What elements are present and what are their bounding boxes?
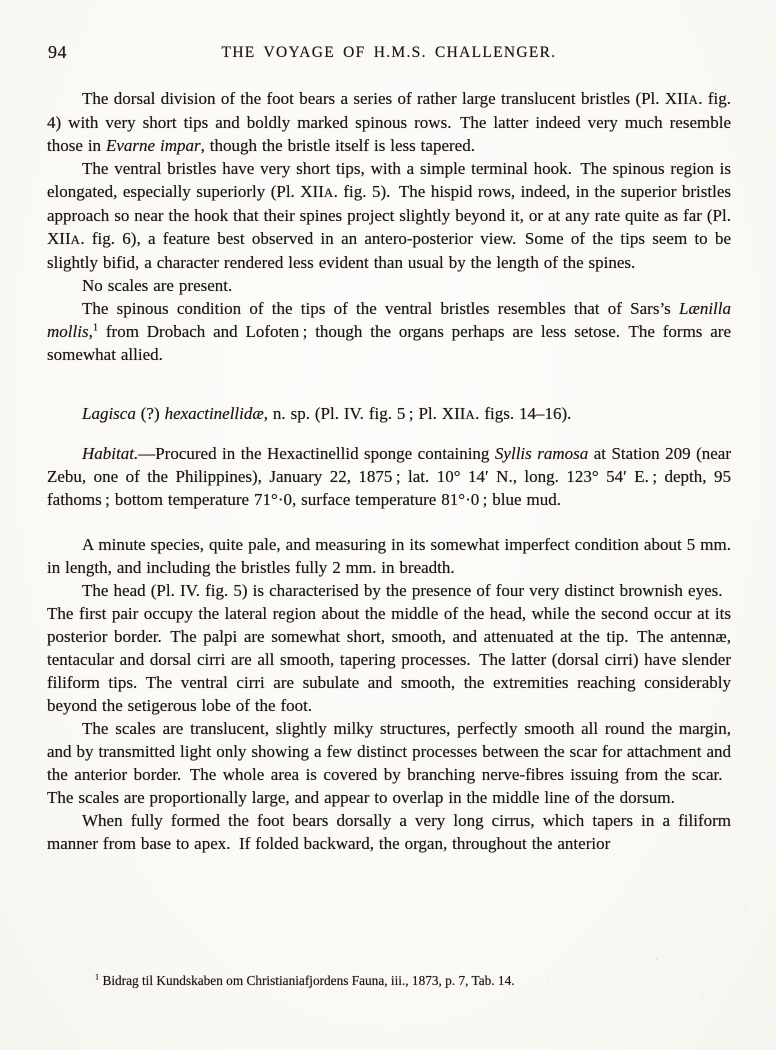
footnote (47, 972, 731, 990)
text-segment: Habitat. (82, 444, 139, 463)
running-title: THE VOYAGE OF H.M.S. CHALLENGER. (221, 44, 557, 61)
text-segment: A minute species, quite pale, and measuring in its somewhat imperfect condition about 5 mm. in length, and including the bristles fully 2 mm. in breadth. (47, 535, 731, 577)
text-segment: . fig. 5). The hispid rows, indeed, in the superior bristles approach so near the hook that their spines project slightly beyond it, or at any rate quite as far (Pl. XII (47, 182, 731, 248)
text-segment: A (70, 232, 81, 247)
page-number: 94 (48, 42, 67, 62)
text-segment: The dorsal division of the foot bears a series of rather large translucent bristles (Pl. XII (82, 89, 689, 108)
text-segment: The ventral bristles have very short tips, with a simple terminal hook. The spinous region is elongated, especially superiorly (Pl. XII (47, 159, 731, 201)
paragraph-dorsal-bristles (47, 87, 731, 157)
text-segment: No scales are present. (82, 276, 233, 295)
paragraph-foot-cirrus (47, 809, 731, 855)
paragraph-scales-description (47, 717, 731, 809)
text-block (47, 87, 731, 855)
text-segment: When fully formed the foot bears dorsally a very long cirrus, which tapers in a filiform manner from base to apex. If folded backward, the organ, throughout the anterior (47, 811, 731, 853)
paragraph-habitat (47, 442, 731, 511)
text-segment: 1 (92, 322, 99, 334)
text-segment: (?) (135, 404, 165, 423)
text-segment: , though the bristle itself is less tapered. (200, 136, 475, 155)
text-segment: A (688, 92, 699, 107)
text-segment: at Station 209 (near Zebu, one of the Philippines), January 22, 1875 ; lat. 10° 14′ N., long. 123° 54′ E. ; depth, 95 fathoms ; bottom temperature 71°·0, surface temperature 81°·0 ; blue mud. (47, 444, 732, 509)
text-segment: Lænilla mollis (47, 299, 731, 341)
text-segment: . figs. 14–16). (475, 404, 572, 423)
text-segment: A (465, 407, 476, 422)
text-segment: Bidrag til Kundskaben om Christianiafjordens Fauna, iii., 1873, p. 7, Tab. 14. (99, 973, 515, 988)
text-segment: The spinous condition of the tips of the ventral bristles resembles that of Sars’s (82, 299, 680, 318)
text-segment: hexactinellidæ (164, 404, 264, 423)
text-segment: The scales are translucent, slightly milky structures, perfectly smooth all round the margin, and by transmitted light only showing a few distinct processes between the scar for attachment and the anterior border. The whole area is covered by branching nerve-fibres issuing from the scar. The scales are proportionally large, and appear to overlap in the middle line of the dorsum. (47, 719, 731, 807)
text-segment: 1 (95, 972, 100, 982)
text-segment: Evarne impar (105, 136, 201, 155)
text-segment: from Drobach and Lofoten ; though the organs perhaps are less setose. The forms are somewhat allied. (47, 322, 731, 364)
paragraph-no-scales (47, 274, 731, 297)
paragraph-head-description (47, 579, 731, 717)
page-header (47, 42, 731, 64)
paragraph-spinous-condition (47, 297, 731, 366)
text-segment: , (88, 322, 93, 341)
text-segment: Lagisca (82, 404, 136, 423)
text-segment: The head (Pl. IV. fig. 5) is characterised by the presence of four very distinct brownish eyes. The first pair occupy the lateral region about the middle of the head, while the second occur at its posterior border. The palpi are somewhat short, smooth, and attenuated at the tip. The antennæ, tentacular and dorsal cirri are all smooth, tapering processes. The latter (dorsal cirri) have slender filiform tips. The ventral cirri are subulate and smooth, the extremities reaching considerably beyond the setigerous lobe of the foot. (47, 581, 731, 715)
text-segment: . fig. 6), a feature best observed in an antero-posterior view. Some of the tips seem to be slightly bifid, a character rendered less evident than usual by the length of the spines. (47, 229, 731, 272)
text-segment: . fig. 4) with very short tips and boldly marked spinous rows. The latter indeed very much resemble those in (47, 89, 731, 155)
text-segment: , n. sp. (Pl. IV. fig. 5 ; Pl. XII (263, 404, 466, 423)
text-segment: A (323, 185, 334, 200)
paragraph-size-description (47, 533, 731, 579)
text-segment: —Procured in the Hexactinellid sponge containing (138, 444, 495, 463)
species-heading (47, 402, 731, 426)
text-segment: Syllis ramosa (494, 444, 589, 463)
paragraph-ventral-bristles (47, 157, 731, 274)
